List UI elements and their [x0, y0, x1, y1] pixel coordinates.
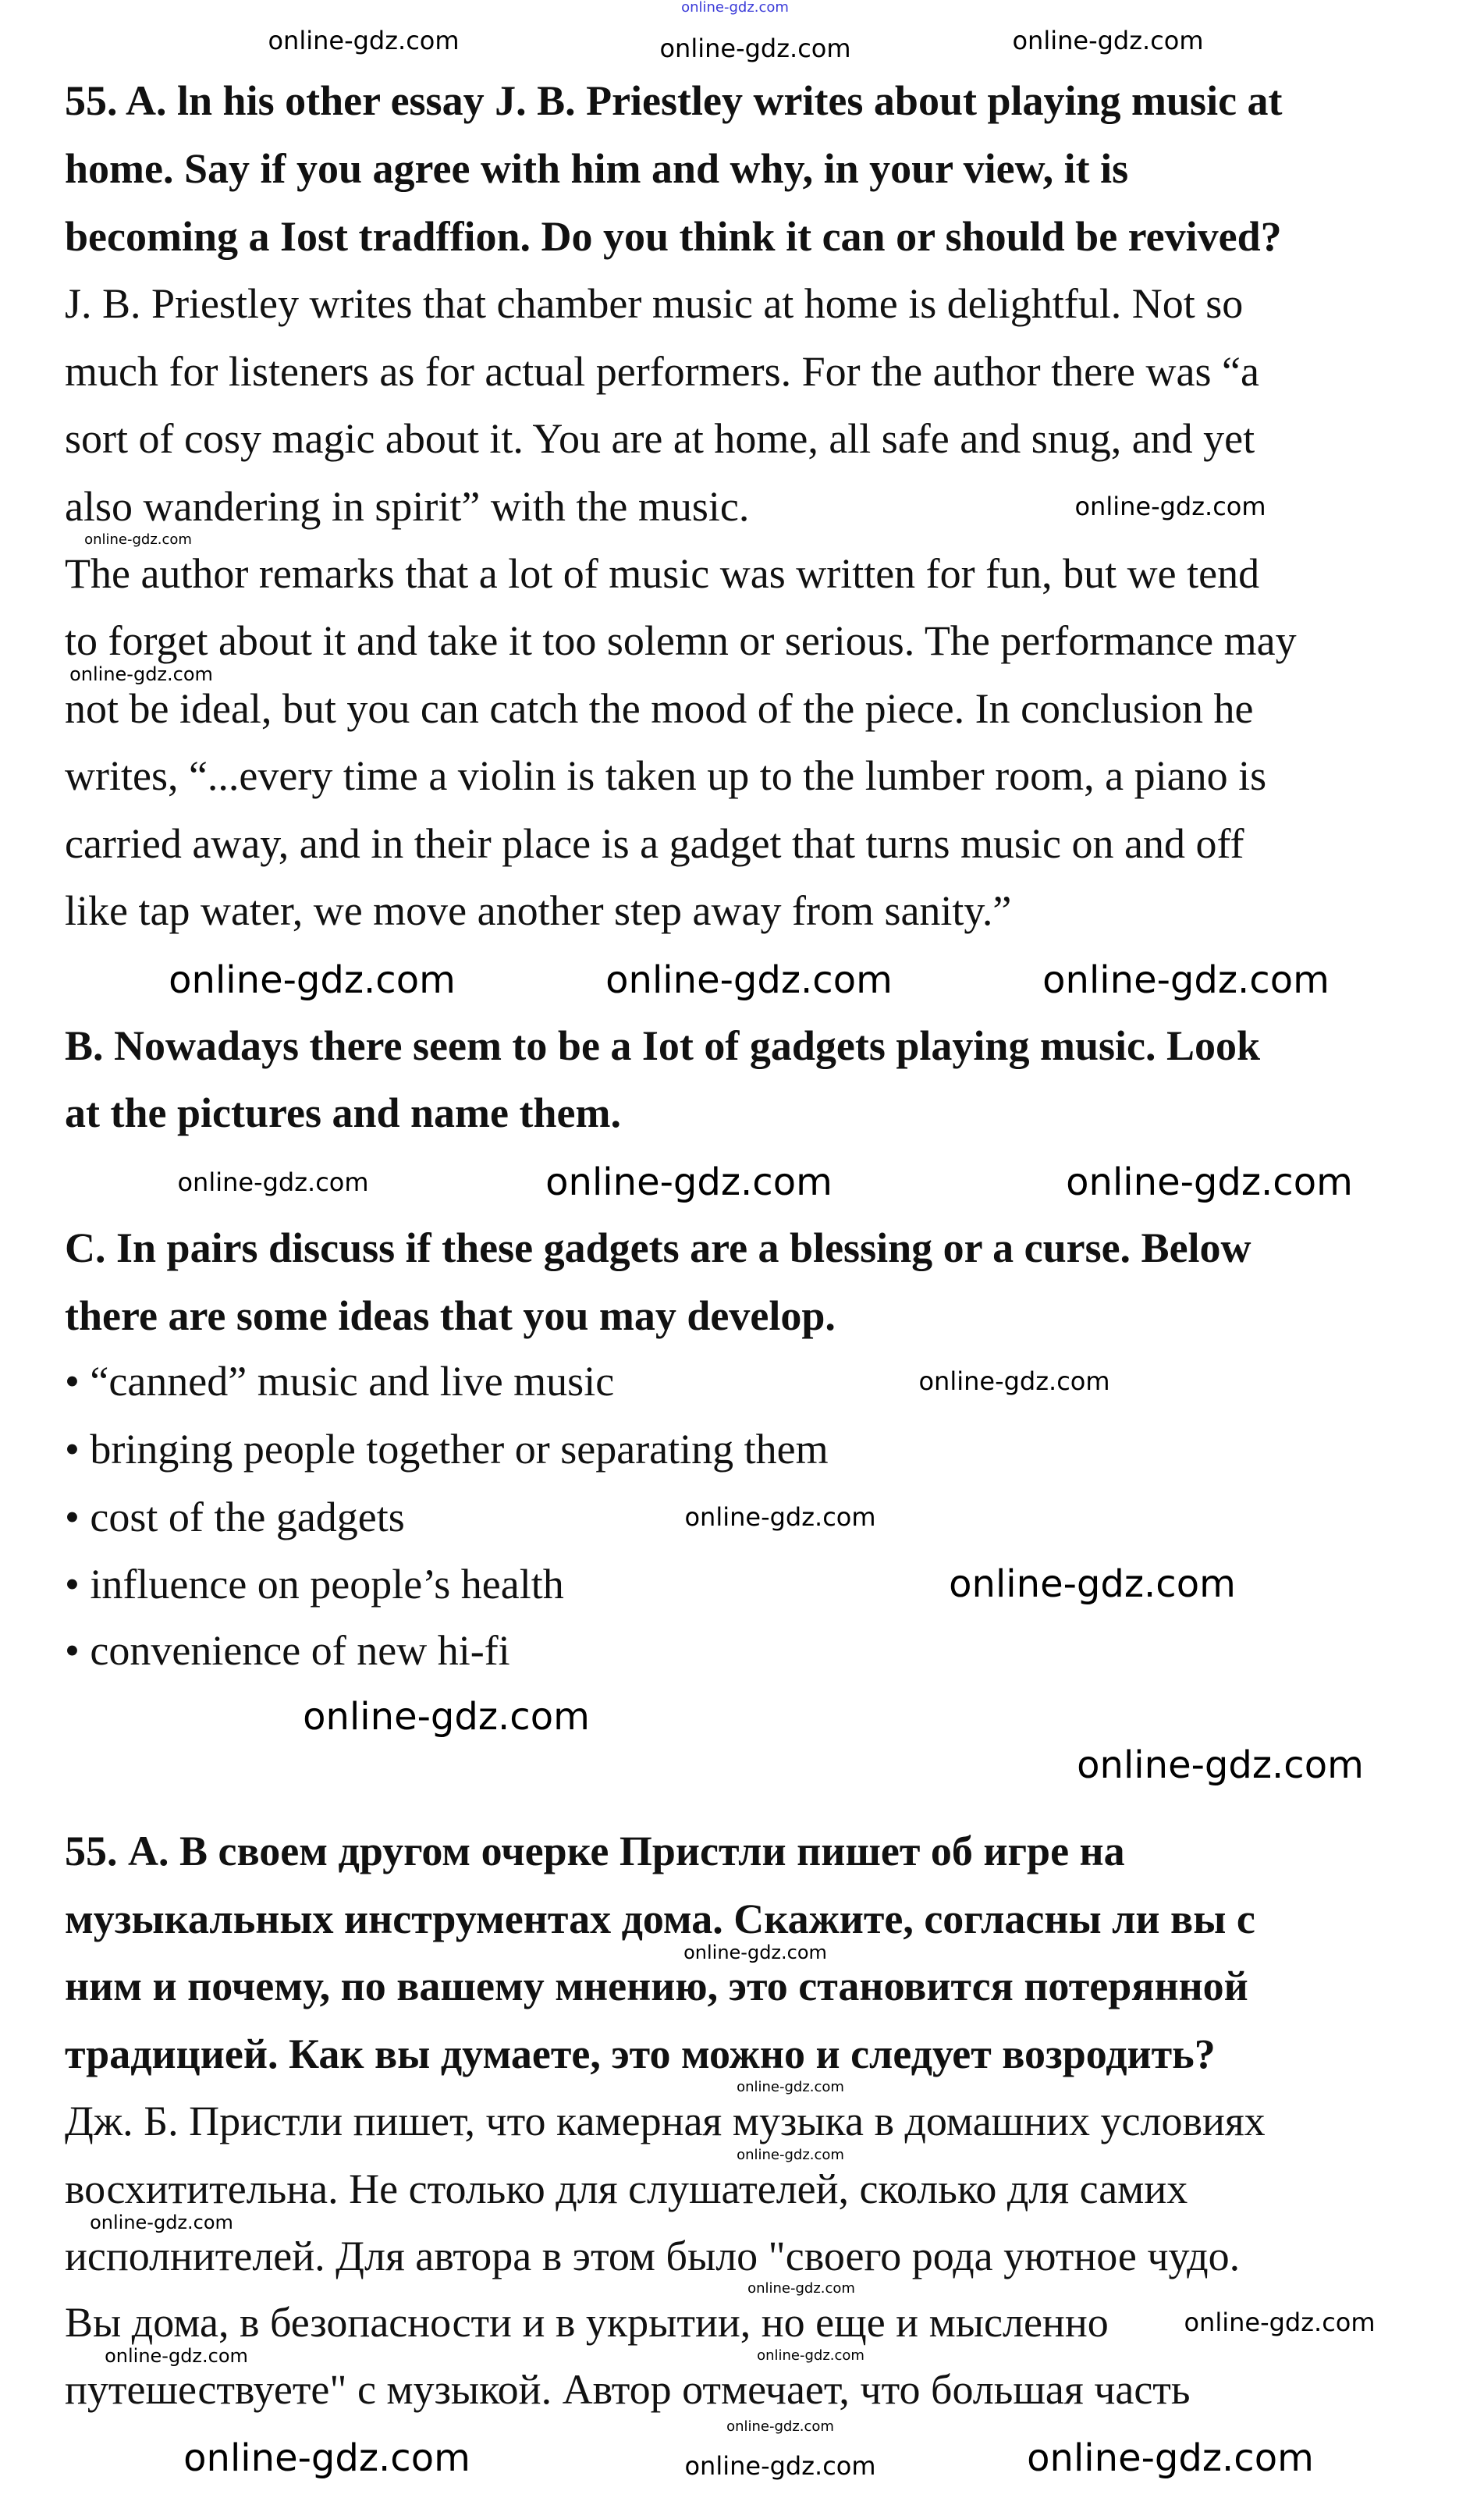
watermark: online-gdz.com [105, 2345, 248, 2367]
watermark: online-gdz.com [545, 1160, 833, 1204]
watermark: online-gdz.com [684, 1502, 876, 1532]
answer-line: like tap water, we move another step away from sanity.” [65, 887, 1012, 934]
watermark: online-gdz.com [1012, 26, 1204, 55]
task-a-line: 55. A. ln his other essay J. B. Priestley writes about playing music at [65, 77, 1283, 124]
watermark: online-gdz.com [737, 2079, 844, 2095]
bullet-item: • “canned” music and live music [65, 1358, 615, 1405]
watermark: online-gdz.com [659, 34, 851, 63]
ru-task-a-line: 55. А. В своем другом очерке Пристли пишет об игре на [65, 1828, 1125, 1874]
answer-line: J. B. Priestley writes that chamber music at home is delightful. Not so [65, 280, 1244, 327]
watermark: online-gdz.com [684, 2451, 876, 2481]
watermark: online-gdz.com [681, 0, 789, 16]
watermark: online-gdz.com [1066, 1160, 1353, 1204]
answer-line: not be ideal, but you can catch the mood of the piece. In conclusion he [65, 685, 1254, 732]
ru-answer-line: Дж. Б. Пристли пишет, что камерная музыка в домашних условиях [65, 2098, 1266, 2144]
watermark: online-gdz.com [169, 958, 456, 1002]
bullet-item: • cost of the gadgets [65, 1494, 405, 1540]
ru-answer-line: восхитительна. Не столько для слушателей, сколько для самих [65, 2166, 1188, 2212]
watermark: online-gdz.com [1074, 492, 1266, 521]
task-b-line: at the pictures and name them. [65, 1089, 621, 1136]
watermark: online-gdz.com [1184, 2308, 1376, 2337]
ru-task-a-line: музыкальных инструментах дома. Скажите, согласны ли вы с [65, 1896, 1255, 1942]
watermark: online-gdz.com [1027, 2436, 1314, 2480]
watermark: online-gdz.com [757, 2347, 864, 2364]
watermark: online-gdz.com [69, 663, 213, 685]
task-c-line: C. In pairs discuss if these gadgets are a blessing or a curse. Below [65, 1224, 1251, 1271]
watermark: online-gdz.com [918, 1366, 1110, 1396]
ru-answer-line: исполнителей. Для автора в этом было "своего рода уютное чудо. [65, 2233, 1241, 2279]
watermark: online-gdz.com [747, 2280, 855, 2297]
watermark: online-gdz.com [737, 2147, 844, 2163]
watermark: online-gdz.com [726, 2418, 834, 2435]
watermark: online-gdz.com [183, 2436, 470, 2480]
answer-line: The author remarks that a lot of music was written for fun, but we tend [65, 550, 1260, 597]
watermark: online-gdz.com [949, 1562, 1236, 1606]
ru-answer-line: Вы дома, в безопасности и в укрытии, но еще и мысленно [65, 2299, 1109, 2346]
answer-line: carried away, and in their place is a gadget that turns music on and off [65, 820, 1244, 867]
watermark: online-gdz.com [303, 1695, 590, 1739]
watermark: online-gdz.com [84, 531, 192, 548]
task-a-line: becoming a Iost tradffion. Do you think it can or should be revived? [65, 213, 1282, 260]
answer-line: writes, “...every time a violin is taken up to the lumber room, a piano is [65, 752, 1267, 799]
task-b-line: B. Nowadays there seem to be a Iot of gadgets playing music. Look [65, 1022, 1261, 1069]
task-a-line: home. Say if you agree with him and why, in your view, it is [65, 145, 1129, 192]
watermark: online-gdz.com [1042, 958, 1330, 1002]
watermark: online-gdz.com [90, 2212, 233, 2233]
ru-task-a-line: традицией. Как вы думаете, это можно и следует возродить? [65, 2031, 1216, 2077]
answer-line: sort of cosy magic about it. You are at home, all safe and snug, and yet [65, 415, 1255, 462]
answer-line: much for listeners as for actual performers. For the author there was “a [65, 348, 1259, 395]
watermark: online-gdz.com [1077, 1743, 1364, 1787]
watermark: online-gdz.com [268, 26, 460, 55]
watermark: online-gdz.com [177, 1167, 369, 1197]
answer-line: also wandering in spirit” with the music. [65, 483, 750, 530]
bullet-item: • bringing people together or separating them [65, 1426, 829, 1473]
answer-line: to forget about it and take it too solemn or serious. The performance may [65, 617, 1297, 664]
ru-task-a-line: ним и почему, по вашему мнению, это становится потерянной [65, 1963, 1248, 2009]
bullet-item: • influence on people’s health [65, 1561, 564, 1608]
task-c-line: there are some ideas that you may develop. [65, 1292, 836, 1339]
ru-answer-line: путешествуете" с музыкой. Автор отмечает, что большая часть [65, 2366, 1191, 2413]
watermark: online-gdz.com [683, 1942, 827, 1963]
watermark: online-gdz.com [605, 958, 893, 1002]
bullet-item: • convenience of new hi-fi [65, 1627, 510, 1674]
